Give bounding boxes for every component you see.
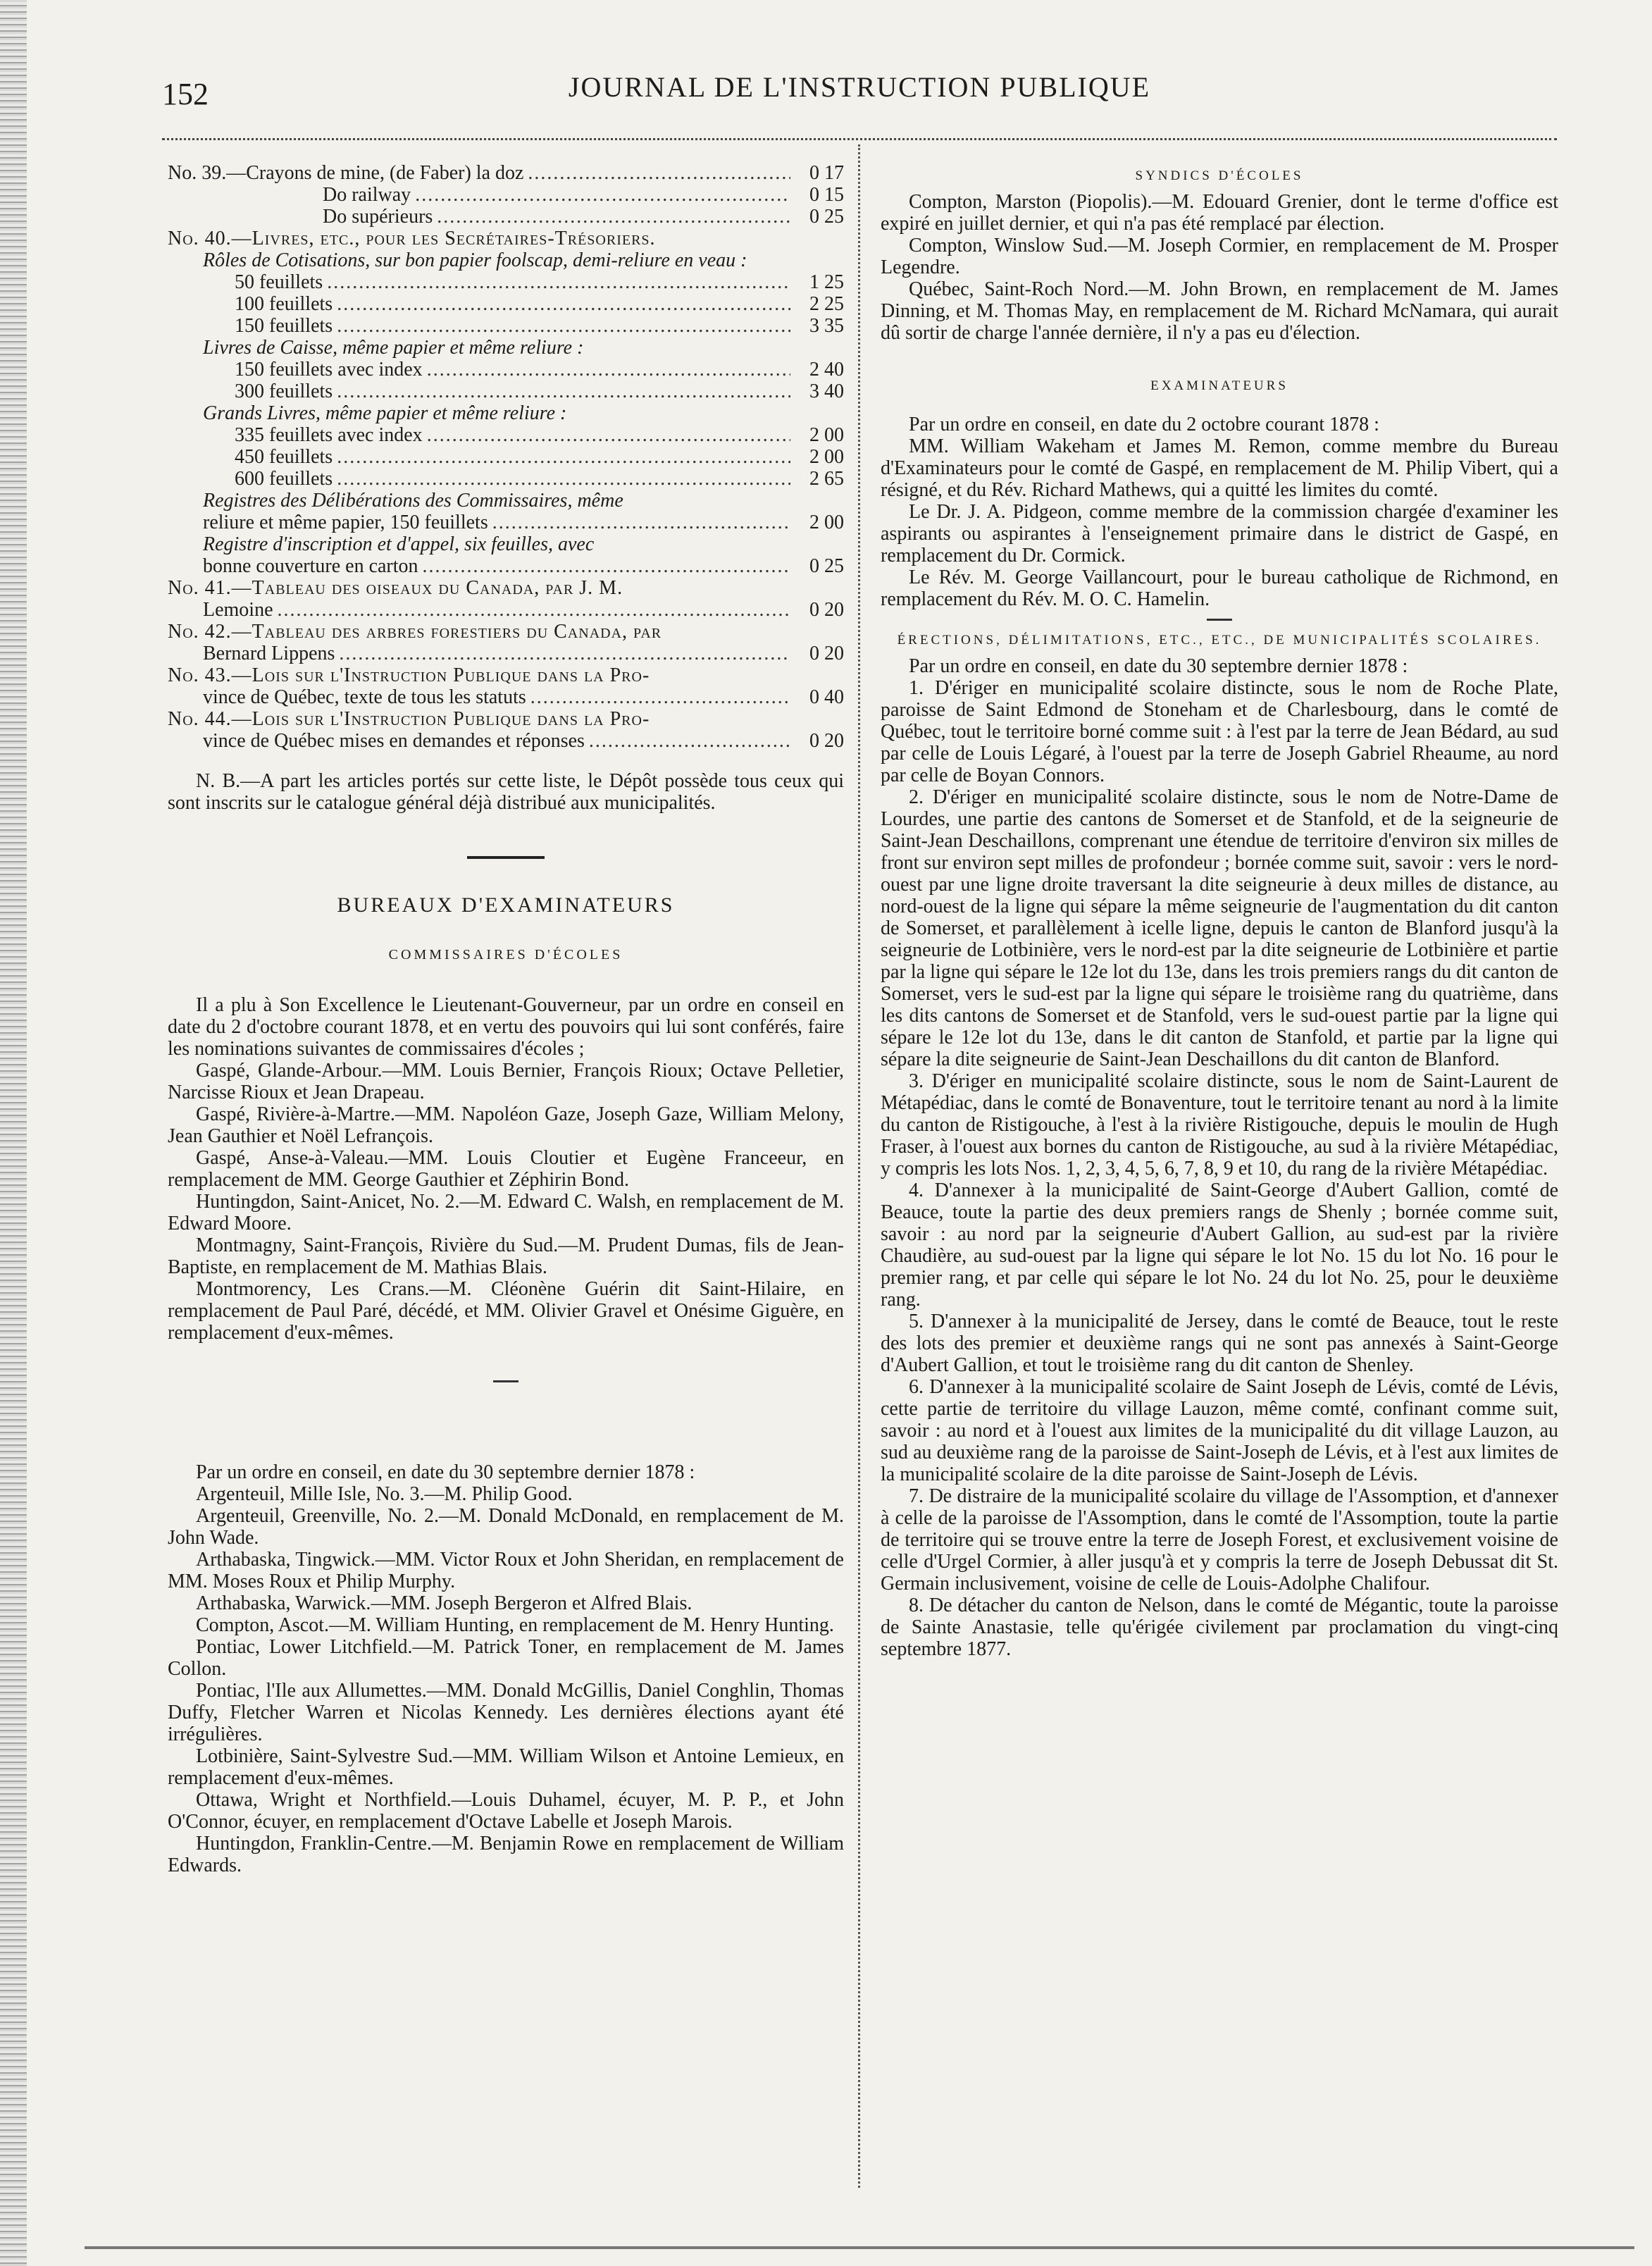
roles-item: 150 feuillets ..... 3 35 [168, 315, 844, 337]
examinateurs-paragraph: Le Dr. J. A. Pidgeon, comme membre de la commission chargée d'examiner les aspirants ou aspirantes à l'enseignement primaire dans le district de Gaspé, en remplacement du Dr. Cormick. [881, 501, 1558, 566]
short-separator [493, 1380, 518, 1382]
grands-livres-item: 335 feuillets avec index ..... 2 00 [168, 424, 844, 446]
examinateurs-title: EXAMINATEURS [1150, 378, 1288, 393]
right-column [881, 162, 1558, 1660]
order-paragraph: Huntingdon, Franklin-Centre.—M. Benjamin Rowe en remplacement de William Edwards. [168, 1833, 844, 1876]
erections-paragraph: 5. D'annexer à la municipalité de Jersey, dans le comté de Beauce, tout le reste des lots des premier et deuxième rangs qui ne sont pas annexés à Saint-George d'Aubert Gallion, et tout le troisième rang du dit canton de Shenley. [881, 1311, 1558, 1376]
registre-inscription-item: bonne couverture en carton ..... 0 25 [168, 555, 844, 577]
note-paragraph: N. B.—A part les articles portés sur cette liste, le Dépôt possède tous ceux qui sont inscrits sur le catalogue général déjà distribué aux municipalités. [168, 770, 844, 814]
bottom-rule [85, 2246, 1634, 2249]
item-44: vince de Québec mises en demandes et réponses ..... 0 20 [168, 730, 844, 752]
bureaux-title: BUREAUX D'EXAMINATEURS [337, 893, 675, 917]
price-item-39-superieurs: Do supérieurs ..... 0 25 [168, 206, 844, 228]
journal-title: JOURNAL DE L'INSTRUCTION PUBLIQUE [568, 71, 1151, 103]
syndics-paragraph: Québec, Saint-Roch Nord.—M. John Brown, en remplacement de M. James Dinning, et M. Thomas May, en remplacement de M. Richard McNamara, qui aurait dû sortir de charge l'année dernière, il n'y a pas eu d'élection. [881, 278, 1558, 344]
column-divider [858, 144, 860, 2188]
header-rule [162, 138, 1557, 140]
page-number: 152 [162, 77, 209, 111]
roles-item: 100 feuillets ..... 2 25 [168, 293, 844, 315]
grands-livres-title: Grands Livres, même papier et même reliure : [203, 402, 567, 424]
grands-livres-item: 600 feuillets ..... 2 65 [168, 468, 844, 490]
examinateurs-paragraph: Par un ordre en conseil, en date du 2 octobre courant 1878 : [909, 414, 1379, 435]
commissaires-paragraph: Montmagny, Saint-François, Rivière du Sud.—M. Prudent Dumas, fils de Jean-Baptiste, en remplacement de M. Mathias Blais. [168, 1234, 844, 1278]
erections-paragraph: 4. D'annexer à la municipalité de Saint-George d'Aubert Gallion, comté de Beauce, toute la partie des deux premiers rangs de Shenly ; bornée comme suit, savoir : au nord par la seigneurie d'Aubert Gallion, au sud-est par la rivière Chaudière, au sud-ouest par la ligne qui sépare le lot No. 15 du lot No. 16 pour le premier rang, et par celle qui sépare le lot No. 24 du lot No. 25, pour le deuxième rang. [881, 1180, 1558, 1311]
order-paragraph: Pontiac, Lower Litchfield.—M. Patrick Toner, en remplacement de M. James Collon. [168, 1636, 844, 1680]
order-paragraph: Arthabaska, Warwick.—MM. Joseph Bergeron et Alfred Blais. [196, 1592, 693, 1614]
roles-item: 50 feuillets ..... 1 25 [168, 271, 844, 293]
price-item-39: No. 39.—Crayons de mine, (de Faber) la doz ..... 0 17 [168, 162, 844, 184]
page-header [162, 70, 1557, 120]
erections-paragraph: 7. De distraire de la municipalité scolaire du village de l'Assomption, et d'annexer à celle de la paroisse de l'Assomption, dans le comté de l'Assomption, toute la partie de territoire qui se trouve entre la terre de Joseph Forest, et exclusivement voisine de celle d'Urgel Cormier, à aller jusqu'à et y compris la terre de Joseph Debussat dit St. Germain inclusivement, voisine de celle de Louis-Adolphe Chalifour. [881, 1485, 1558, 1595]
syndics-paragraph: Compton, Marston (Piopolis).—M. Edouard Grenier, dont le terme d'office est expiré en juillet dernier, et qui n'a pas été remplacé par élection. [881, 191, 1558, 235]
order-paragraph: Arthabaska, Tingwick.—MM. Victor Roux et John Sheridan, en remplacement de MM. Moses Roux et Philip Murphy. [168, 1549, 844, 1592]
item-42: Bernard Lippens ..... 0 20 [168, 643, 844, 664]
commissaires-paragraph: Il a plu à Son Excellence le Lieutenant-Gouverneur, par un ordre en conseil en date du 2 d'octobre courant 1878, et en vertu des pouvoirs qui lui sont conférés, faire les nominations suivantes de commissaires d'écoles ; [168, 994, 844, 1060]
registres-item: reliure et même papier, 150 feuillets ..... 2 00 [168, 512, 844, 533]
syndics-paragraph: Compton, Winslow Sud.—M. Joseph Cormier, en remplacement de M. Prosper Legendre. [881, 235, 1558, 278]
left-column [168, 162, 844, 1876]
grands-livres-item: 450 feuillets ..... 2 00 [168, 446, 844, 468]
order-paragraph: Lotbinière, Saint-Sylvestre Sud.—MM. William Wilson et Antoine Lemieux, en remplacement d'eux-mêmes. [168, 1745, 844, 1789]
scan-binding-edge [0, 0, 27, 2266]
item-40-title: No. 40.—Livres, etc., pour les Secrétaires-Trésoriers. [168, 228, 656, 249]
caisse-item: 300 feuillets ..... 3 40 [168, 380, 844, 402]
order-paragraph: Par un ordre en conseil, en date du 30 septembre dernier 1878 : [196, 1461, 695, 1483]
examinateurs-paragraph: Le Rév. M. George Vaillancourt, pour le bureau catholique de Richmond, en remplacement du Rév. M. O. C. Hamelin. [881, 566, 1558, 610]
caisse-item: 150 feuillets avec index ..... 2 40 [168, 359, 844, 380]
examinateurs-paragraph: MM. William Wakeham et James M. Remon, comme membre du Bureau d'Examinateurs pour le comté de Gaspé, en remplacement de M. Philip Vibert, qui a résigné, et du Rév. Richard Mathews, qui a quitté les limites du comté. [881, 435, 1558, 501]
roles-title: Rôles de Cotisations, sur bon papier foolscap, demi-reliure en veau : [203, 249, 747, 271]
commissaires-paragraph: Montmorency, Les Crans.—M. Cléonène Guérin dit Saint-Hilaire, en remplacement de Paul Paré, décédé, et MM. Olivier Gravel et Onésime Giguère, en remplacement d'eux-mêmes. [168, 1278, 844, 1344]
syndics-title: SYNDICS D'ÉCOLES [1135, 168, 1304, 183]
order-paragraph: Argenteuil, Mille Isle, No. 3.—M. Philip Good. [196, 1483, 573, 1505]
item-41-title: No. 41.—Tableau des oiseaux du Canada, par J. M. [168, 577, 623, 599]
caisse-title: Livres de Caisse, même papier et même reliure : [203, 337, 584, 359]
commissaires-title: COMMISSAIRES D'ÉCOLES [388, 947, 623, 962]
erections-paragraph: 8. De détacher du canton de Nelson, dans le comté de Mégantic, toute la paroisse de Sainte Anastasie, telle qu'érigée civilement par proclamation du vingt-cinq septembre 1877. [881, 1595, 1558, 1660]
item-43-title: No. 43.—Lois sur l'Instruction Publique dans la Pro- [168, 664, 650, 686]
registres-title: Registres des Délibérations des Commissaires, même [203, 490, 623, 512]
short-separator [1207, 619, 1232, 621]
order-paragraph: Ottawa, Wright et Northfield.—Louis Duhamel, écuyer, M. P. P., et John O'Connor, écuyer, en remplacement d'Octave Labelle et Joseph Marois. [168, 1789, 844, 1833]
commissaires-paragraph: Gaspé, Rivière-à-Martre.—MM. Napoléon Gaze, Joseph Gaze, William Melony, Jean Gauthier et Noël Lefrançois. [168, 1103, 844, 1147]
registre-inscription-title: Registre d'inscription et d'appel, six feuilles, avec [203, 533, 595, 555]
section-separator [467, 856, 545, 859]
erections-paragraph: 2. D'ériger en municipalité scolaire distincte, sous le nom de Notre-Dame de Lourdes, une partie des cantons de Somerset et de Stanfold, et de la seigneurie de Saint-Jean Deschaillons, comprenant une étendue de territoire d'environ six milles de front sur environ sept milles de profondeur ; bornée comme suit, savoir : vers le nord-ouest par une ligne droite traversant la dite seigneurie à deux milles de distance, au nord-ouest de la ligne qui sépare la même seigneurie de l'augmentation du dit canton de Somerset, et parallèlement à icelle ligne, depuis le canton de Blanford jusqu'à la seigneurie de Lotbinière, vers le nord-est par la dite seigneurie de Lotbinière et partie par la ligne qui sépare le 12e lot du 13e, dans les trois premiers rangs du dit canton de Somerset, vers le sud-est par la ligne qui sépare le troisième rang du quatrième, dans les dits cantons de Somerset et de Stanfold, vers le sud-ouest partie par la ligne qui sépare le 12e lot du 13e, dans le dit canton de Stanfold, et partie par la ligne qui sépare la dite seigneurie de Saint-Jean Deschaillons du dit canton de Blanford. [881, 786, 1558, 1070]
order-paragraph: Argenteuil, Greenville, No. 2.—M. Donald McDonald, en remplacement de M. John Wade. [168, 1505, 844, 1549]
price-item-39-railway: Do railway ..... 0 15 [168, 184, 844, 206]
erections-paragraph: 1. D'ériger en municipalité scolaire distincte, sous le nom de Roche Plate, paroisse de Saint Edmond de Stoneham et de Charlesbourg, dans le comté de Québec, tout le territoire borné comme suit : à l'est par la terre de Jean Bédard, au sud par celle de Louis Légaré, à l'ouest par la terre de Joseph Gabriel Rheaume, au nord par celle de Boyan Connors. [881, 677, 1558, 786]
item-43: vince de Québec, texte de tous les statuts ..... 0 40 [168, 686, 844, 708]
erections-paragraph: 3. D'ériger en municipalité scolaire distincte, sous le nom de Saint-Laurent de Métapédiac, dans le comté de Bonaventure, tout le territoire tenant au nord à la limite du canton de Ristigouche, à l'est à la rivière Ristigouche, depuis le moulin de Hugh Fraser, à l'ouest aux bornes du canton de Ristigouche, au sud à la rivière Métapédiac, y compris les lots Nos. 1, 2, 3, 4, 5, 6, 7, 8, 9 et 10, du rang de la rivière Métapédiac. [881, 1070, 1558, 1180]
item-42-title: No. 42.—Tableau des arbres forestiers du Canada, par [168, 621, 662, 643]
order-paragraph: Pontiac, l'Ile aux Allumettes.—MM. Donald McGillis, Daniel Conghlin, Thomas Duffy, Fletcher Warren et Nicolas Kennedy. Les dernières élections ayant été irrégulières. [168, 1680, 844, 1745]
erections-paragraph: Par un ordre en conseil, en date du 30 septembre dernier 1878 : [909, 655, 1408, 677]
item-41: Lemoine ..... 0 20 [168, 599, 844, 621]
commissaires-paragraph: Huntingdon, Saint-Anicet, No. 2.—M. Edward C. Walsh, en remplacement de M. Edward Moore. [168, 1191, 844, 1234]
item-44-title: No. 44.—Lois sur l'Instruction Publique dans la Pro- [168, 708, 650, 730]
order-paragraph: Compton, Ascot.—M. William Hunting, en remplacement de M. Henry Hunting. [196, 1614, 834, 1636]
erections-paragraph: 6. D'annexer à la municipalité scolaire de Saint Joseph de Lévis, comté de Lévis, cette partie de territoire du village Lauzon, même comté, confinant comme suit, savoir : au nord et à l'ouest aux limites de la municipalité du dit village Lauzon, au sud au deuxième rang de la paroisse de Saint-Joseph de Lévis, et à l'est aux limites de la municipalité scolaire de la dite paroisse de Saint-Joseph de Lévis. [881, 1376, 1558, 1485]
commissaires-paragraph: Gaspé, Anse-à-Valeau.—MM. Louis Cloutier et Eugène Franceeur, en remplacement de MM. George Gauthier et Zéphirin Bond. [168, 1147, 844, 1191]
erections-title: ÉRECTIONS, DÉLIMITATIONS, ETC., ETC., DE MUNICIPALITÉS SCOLAIRES. [897, 633, 1542, 648]
commissaires-paragraph: Gaspé, Glande-Arbour.—MM. Louis Bernier, François Rioux; Octave Pelletier, Narcisse Rioux et Jean Drapeau. [168, 1060, 844, 1103]
